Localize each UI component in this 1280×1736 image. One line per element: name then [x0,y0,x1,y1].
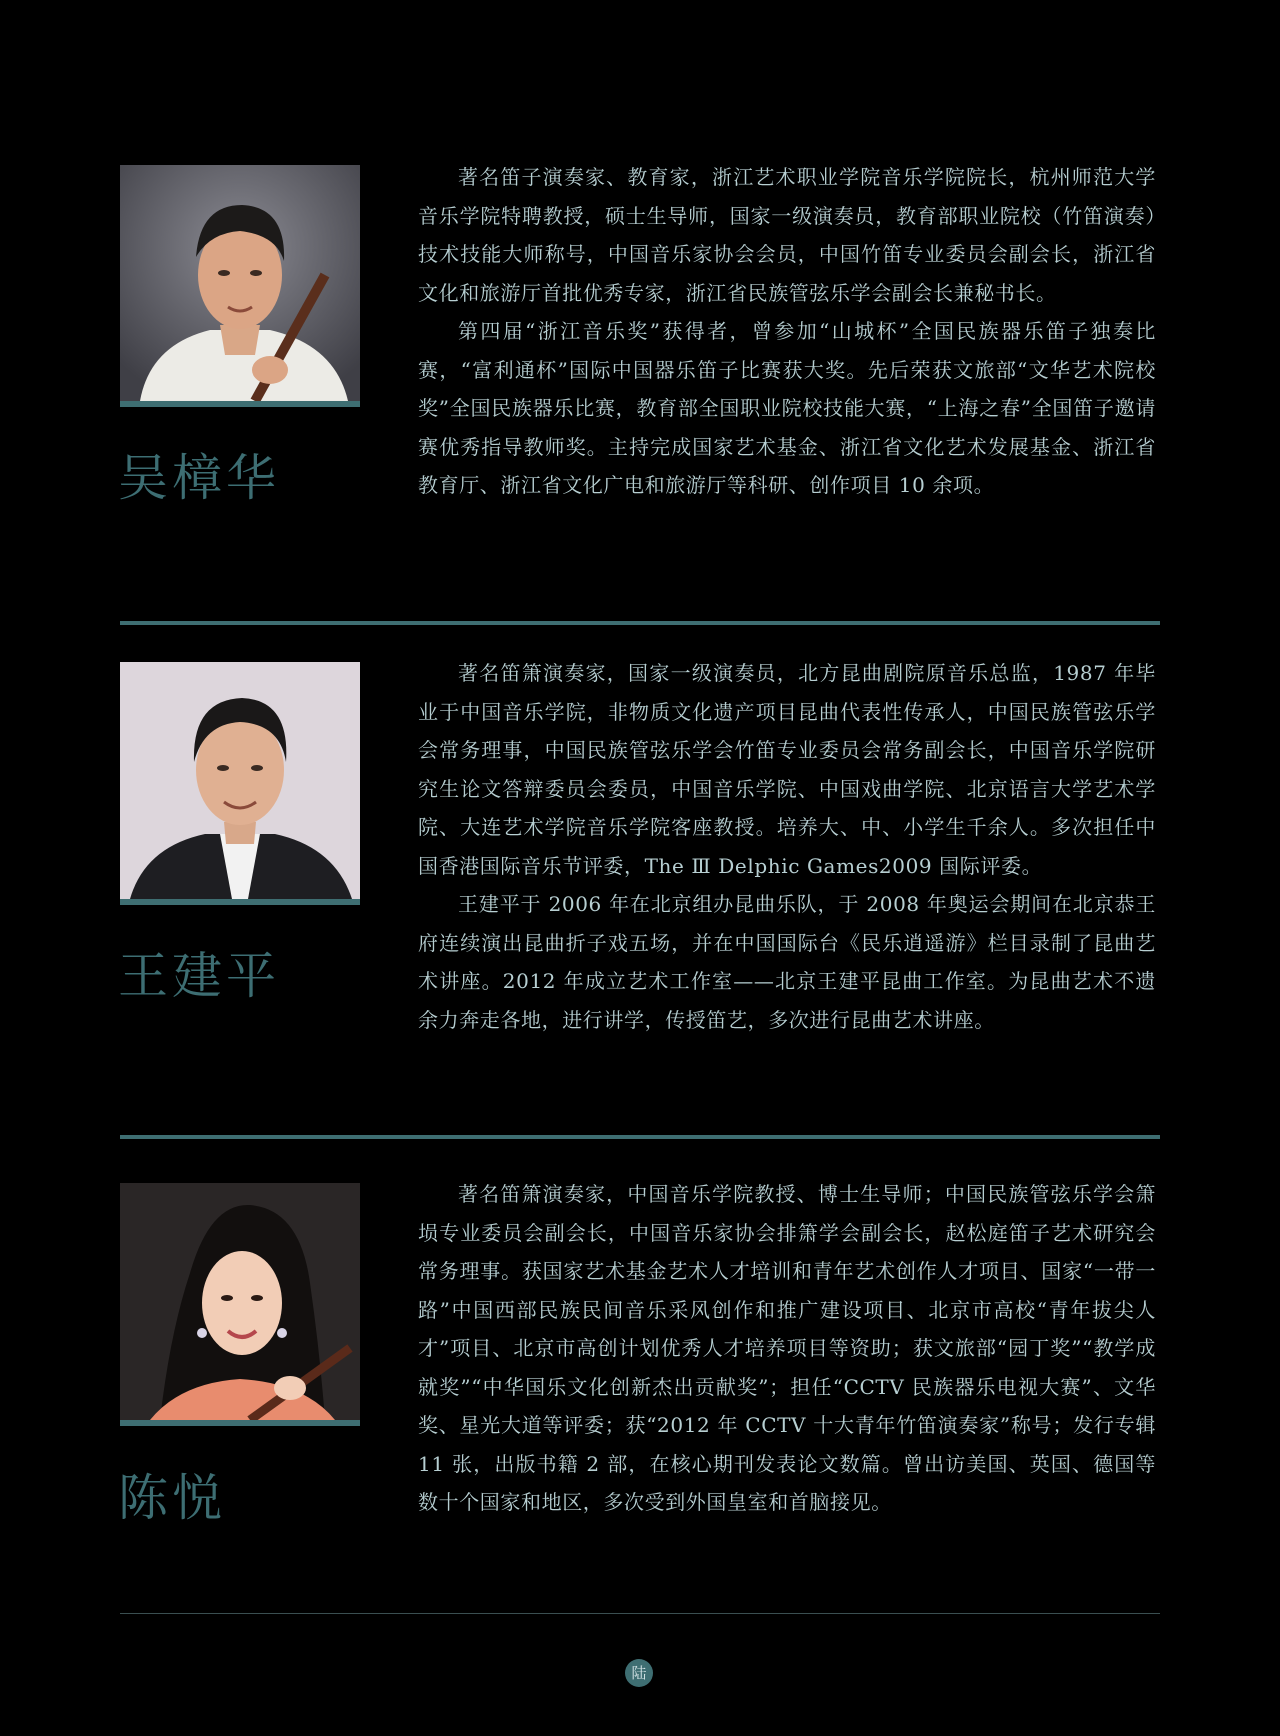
performer-bio-paragraph: 第四届“浙江音乐奖”获得者，曾参加“山城杯”全国民族器乐笛子独奏比赛，“富利通杯”国际中国器乐笛子比赛获大奖。先后荣获文旅部“文华艺术院校奖”全国民族器乐比赛，教育部全国职业院校技能大赛，“上海之春”全国笛子邀请赛优秀指导教师奖。主持完成国家艺术基金、浙江省文化艺术发展基金、浙江省教育厅、浙江省文化广电和旅游厅等科研、创作项目 10 余项。 [418,319,1156,497]
performer-photo-2 [120,662,360,905]
performer-bio-paragraph: 著名笛箫演奏家，中国音乐学院教授、博士生导师；中国民族管弦乐学会箫埙专业委员会副会长，中国音乐家协会排箫学会副会长，赵松庭笛子艺术研究会常务理事。获国家艺术基金艺术人才培训和青年艺术创作人才项目、国家“一带一路”中国西部民族民间音乐采风创作和推广建设项目、北京市高校“青年拔尖人才”项目、北京市高创计划优秀人才培养项目等资助；获文旅部“园丁奖”“教学成就奖”“中华国乐文化创新杰出贡献奖”；担任“CCTV 民族器乐电视大赛”、文华奖、星光大道等评委；获“2012 年 CCTV 十大青年竹笛演奏家”称号；发行专辑 11 张，出版书籍 2 部，在核心期刊发表论文数篇。曾出访美国、英国、德国等数十个国家和地区，多次受到外国皇室和首脑接见。 [418,1182,1156,1514]
performer-photo-3 [120,1183,360,1426]
section-divider-1 [120,621,1160,625]
performer-bio-3 [418,1175,1156,1522]
portrait-man-suit-image [120,662,360,899]
performer-name-2: 王建平 [118,947,280,1005]
performer-bio-paragraph: 著名笛箫演奏家，国家一级演奏员，北方昆曲剧院原音乐总监，1987 年毕业于中国音乐学院，非物质文化遗产项目昆曲代表性传承人，中国民族管弦乐学会常务理事，中国民族管弦乐学会竹笛专业委员会常务副会长，中国音乐学院研究生论文答辩委员会委员，中国音乐学院、中国戏曲学院、北京语言大学艺术学院、大连艺术学院音乐学院客座教授。培养大、中、小学生千余人。多次担任中国香港国际音乐节评委，The Ⅲ Delphic Games2009 国际评委。 [418,661,1156,878]
performer-name-3: 陈悦 [118,1469,226,1527]
performer-name-1: 吴樟华 [118,449,280,507]
performer-bio-paragraph: 王建平于 2006 年在北京组办昆曲乐队，于 2008 年奥运会期间在北京恭王府连续演出昆曲折子戏五场，并在中国国际台《民乐逍遥游》栏目录制了昆曲艺术讲座。2012 年成立艺术工作室——北京王建平昆曲工作室。为昆曲艺术不遗余力奔走各地，进行讲学，传授笛艺，多次进行昆曲艺术讲座。 [418,892,1156,1032]
section-divider-2 [120,1135,1160,1139]
performer-photo-1 [120,165,360,407]
performer-bio-1 [418,158,1156,505]
page-number-badge: 陆 [625,1659,653,1687]
footer-divider [120,1613,1160,1614]
performer-bio-2 [418,654,1156,1039]
portrait-woman-flute-image [120,1183,360,1420]
portrait-man-flute-image [120,165,360,401]
performer-bio-paragraph: 著名笛子演奏家、教育家，浙江艺术职业学院音乐学院院长，杭州师范大学音乐学院特聘教授，硕士生导师，国家一级演奏员，教育部职业院校（竹笛演奏）技术技能大师称号，中国音乐家协会会员，中国竹笛专业委员会副会长，浙江省文化和旅游厅首批优秀专家，浙江省民族管弦乐学会副会长兼秘书长。 [418,165,1156,305]
